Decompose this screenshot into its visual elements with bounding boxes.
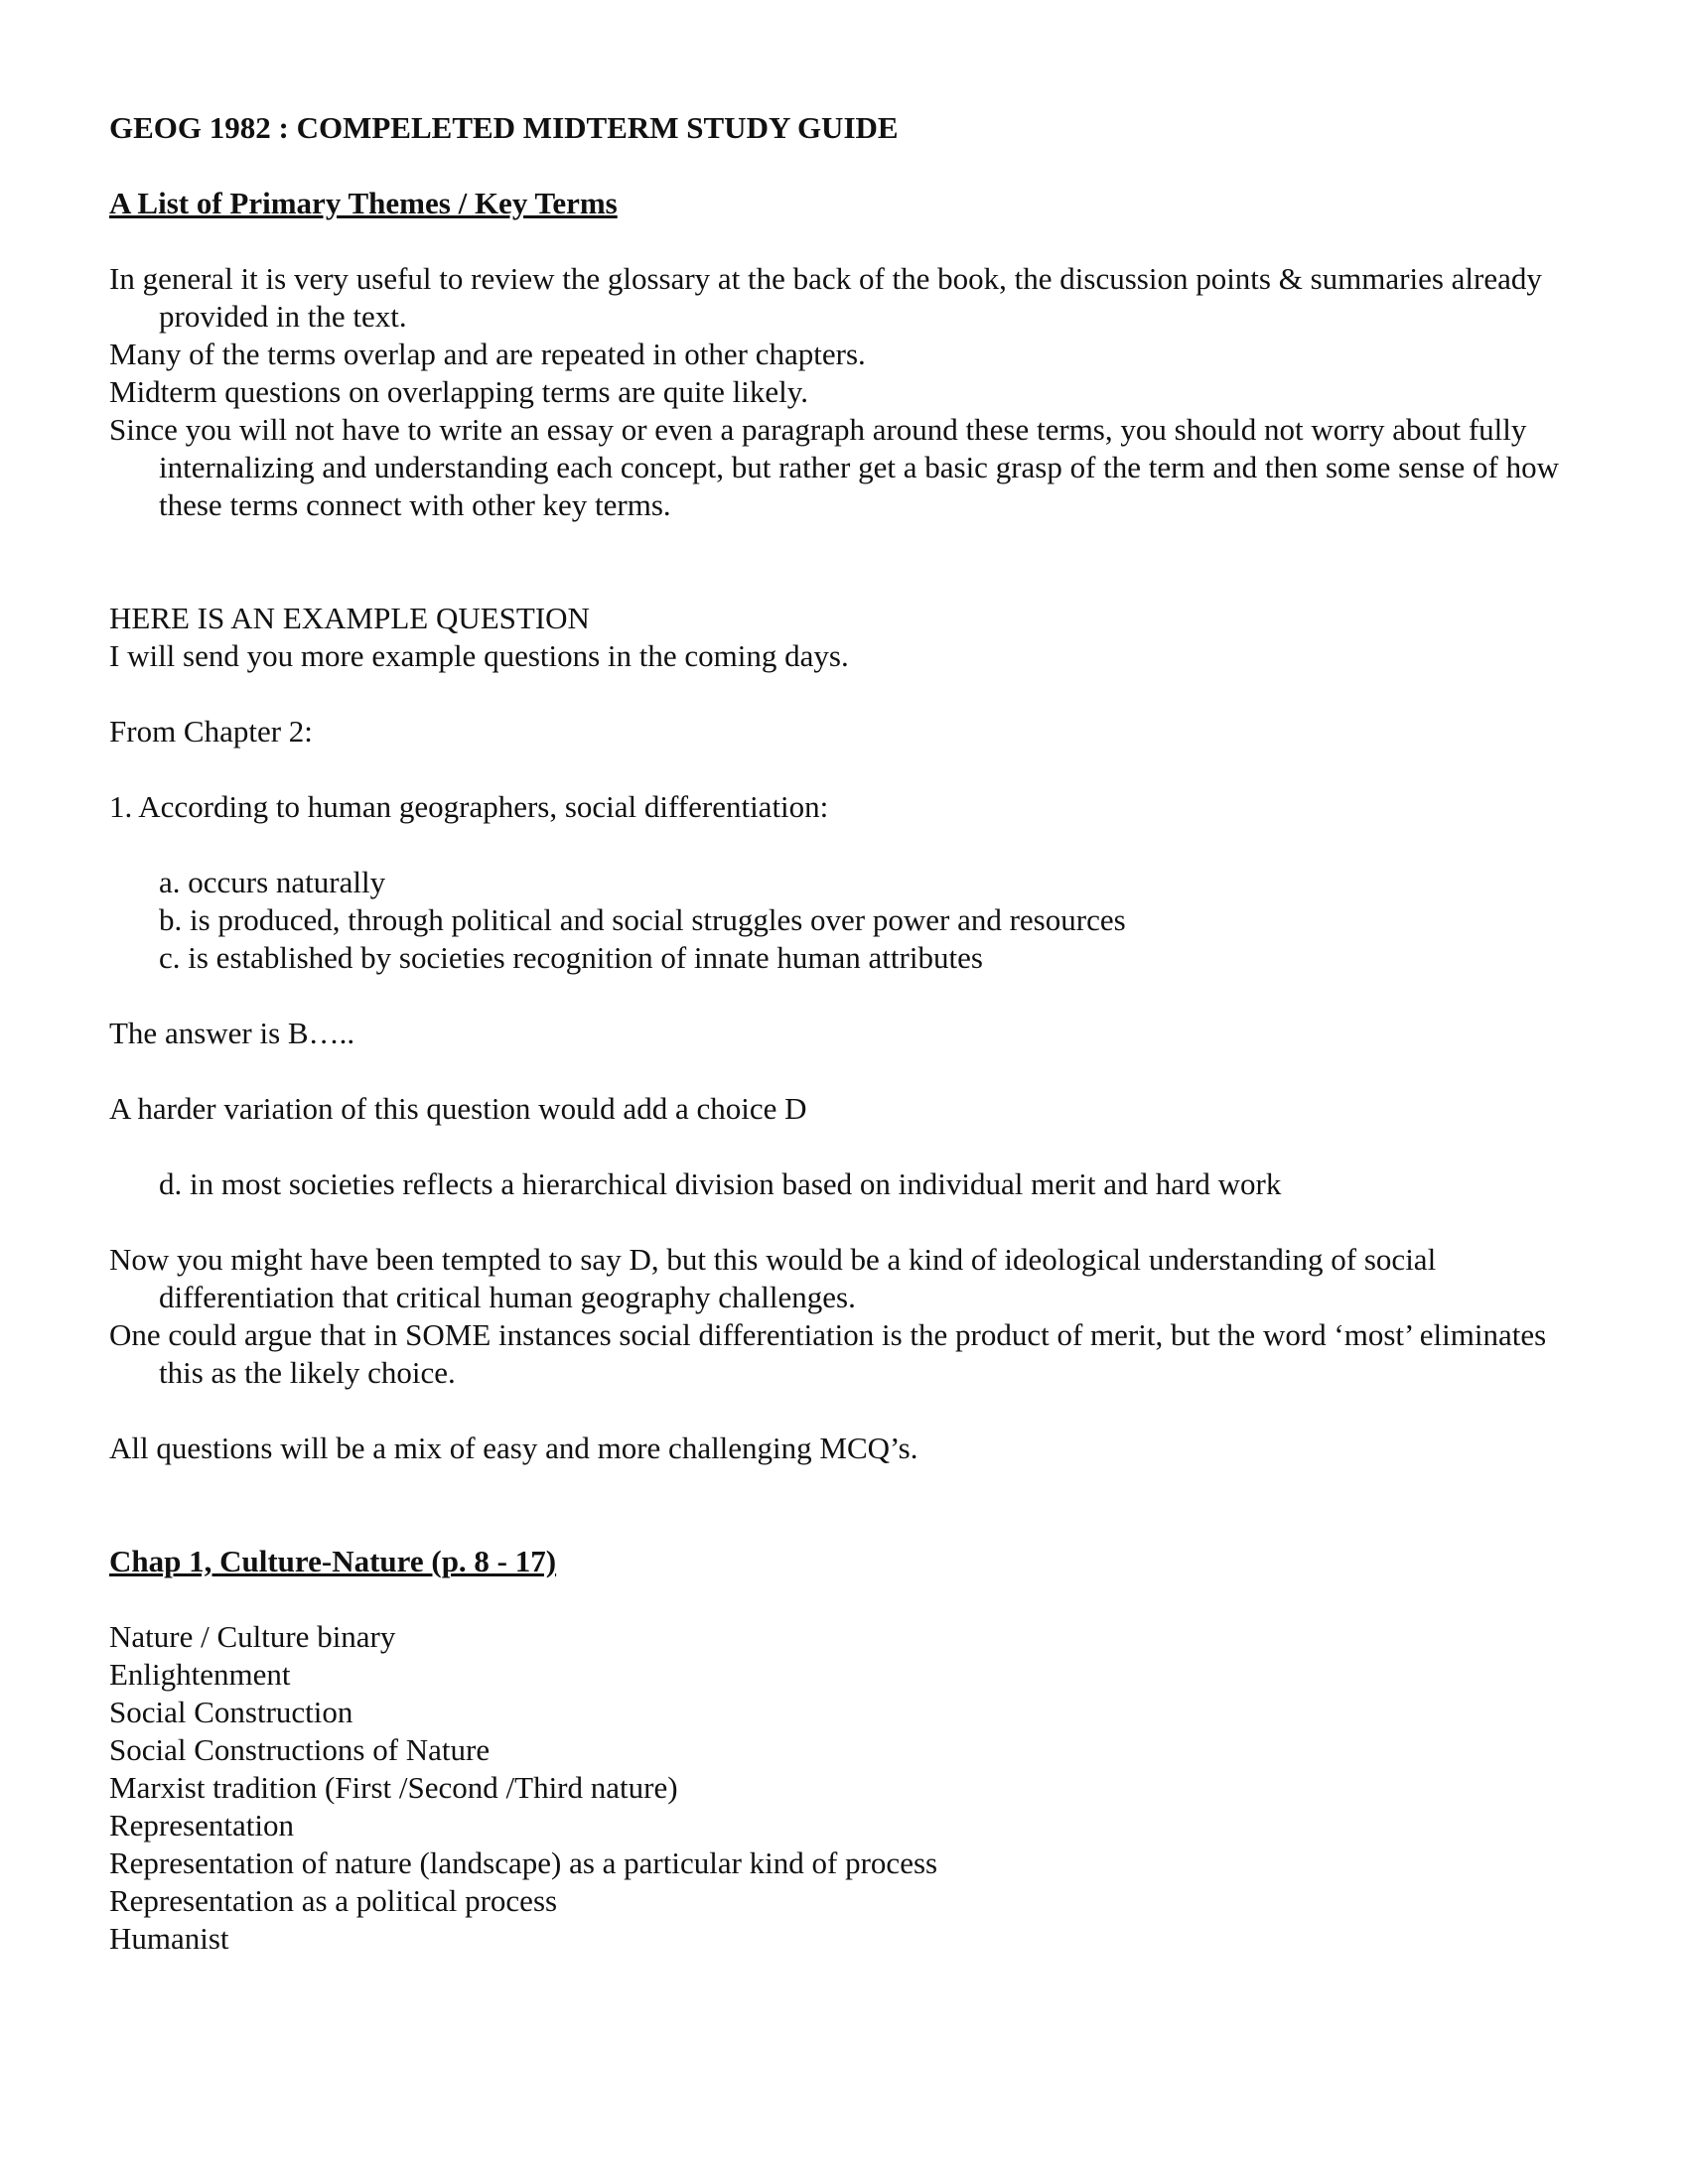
from-chapter-label: From Chapter 2:: [109, 714, 313, 749]
intro-section: [109, 260, 1559, 524]
chapter1-heading: Chap 1, Culture-Nature (p. 8 - 17): [109, 1544, 557, 1578]
example-question: 1. According to human geographers, social differentiation:: [109, 789, 829, 824]
intro-paragraph: Many of the terms overlap and are repeated in other chapters.: [109, 337, 866, 371]
answer-choice: a. occurs naturally: [159, 865, 386, 899]
term-item: Social Constructions of Nature: [109, 1732, 491, 1767]
term-item: Enlightenment: [109, 1657, 291, 1692]
answer-choice-d: d. in most societies reflects a hierarchical division based on individual merit and hard work: [159, 1166, 1282, 1201]
explanation-paragraph: One could argue that in SOME instances social differentiation is the product of merit, but the word ‘most’ eliminates this as the likely choice.: [109, 1317, 1547, 1390]
answer-choice: b. is produced, through political and social struggles over power and resources: [159, 902, 1126, 937]
term-item: Humanist: [109, 1921, 229, 1956]
chapter1-term-list: [109, 1618, 1559, 1958]
term-item: Representation as a political process: [109, 1883, 558, 1918]
term-item: Representation of nature (landscape) as a particular kind of process: [109, 1845, 938, 1880]
answer-choices: [109, 864, 1559, 977]
harder-variation-note: A harder variation of this question would add a choice D: [109, 1091, 807, 1126]
term-item: Marxist tradition (First /Second /Third nature): [109, 1770, 678, 1805]
document-page: [109, 109, 1559, 1958]
explanation-section: [109, 1241, 1559, 1392]
example-note: I will send you more example questions in the coming days.: [109, 638, 849, 673]
answer-statement: The answer is B…..: [109, 1016, 355, 1050]
example-heading: HERE IS AN EXAMPLE QUESTION: [109, 601, 590, 635]
intro-paragraph: Midterm questions on overlapping terms are quite likely.: [109, 374, 808, 409]
document-title: GEOG 1982 : COMPELETED MIDTERM STUDY GUIDE: [109, 110, 899, 145]
answer-choice: c. is established by societies recognition of innate human attributes: [159, 940, 983, 975]
term-item: Representation: [109, 1808, 294, 1843]
themes-heading: A List of Primary Themes / Key Terms: [109, 186, 618, 220]
term-item: Nature / Culture binary: [109, 1619, 396, 1654]
intro-paragraph: Since you will not have to write an essay or even a paragraph around these terms, you should not worry about fully internalizing and understanding each concept, but rather get a basic grasp of the term and then some sense of how these terms connect with other key terms.: [109, 412, 1560, 522]
term-item: Social Construction: [109, 1695, 353, 1729]
intro-paragraph: In general it is very useful to review the glossary at the back of the book, the discussion points & summaries already provided in the text.: [109, 261, 1542, 334]
mcq-mix-note: All questions will be a mix of easy and more challenging MCQ’s.: [109, 1431, 918, 1465]
explanation-paragraph: Now you might have been tempted to say D, but this would be a kind of ideological understanding of social differentiation that critical human geography challenges.: [109, 1242, 1437, 1314]
